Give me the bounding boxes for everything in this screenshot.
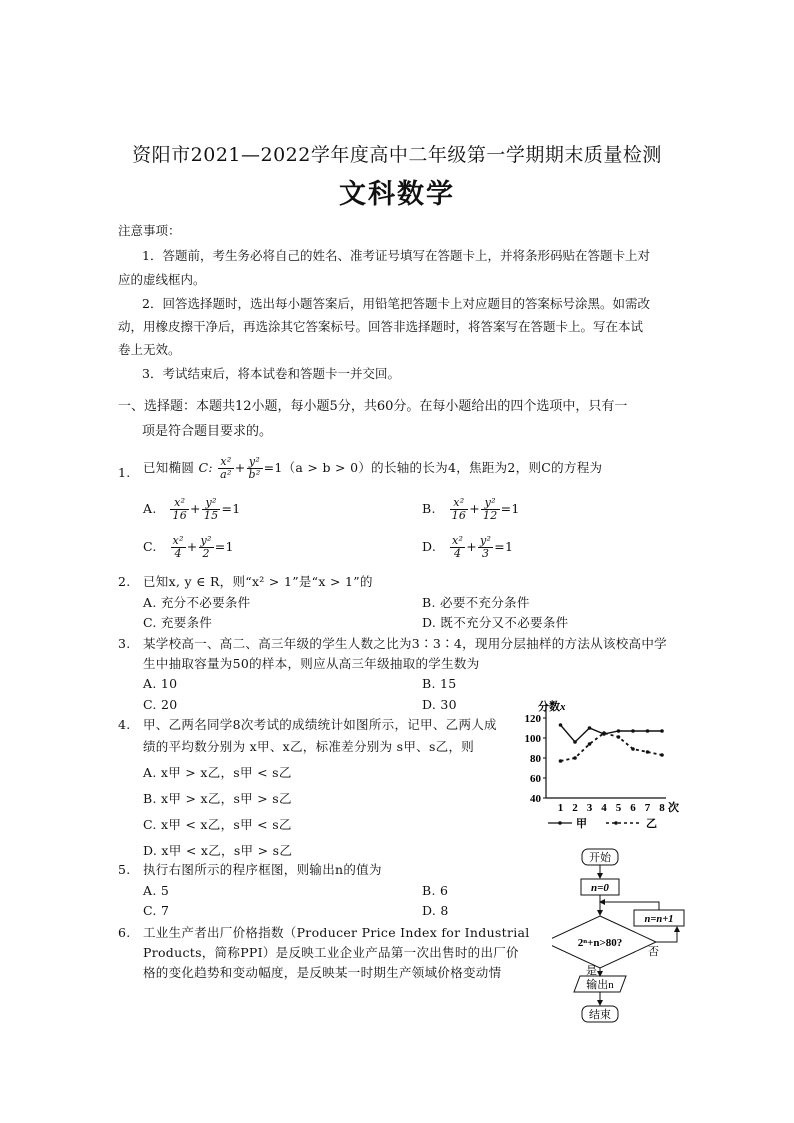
question-3-number: 3. [118,636,131,651]
q2-option-d: D. 既不充分又不必要条件 [422,615,569,630]
q5-option-c: C. 7 [143,903,170,918]
data-point [646,750,650,754]
question-2-number: 2. [118,574,131,589]
q1-frac-y: $\frac{\text{y²}}{\text{b²}}$ [248,455,261,481]
q3-option-d: D. 30 [422,697,457,712]
flow-yes-label: 是 [586,965,597,977]
q1-c: C: [198,460,213,475]
question-1-number: 1. [118,465,131,480]
q1-option-a: A. $\frac{\text{x²}}{16}$ + $\frac{\text{y²}}{15}$ =1 [143,496,241,522]
program-flowchart [552,842,690,1027]
data-point [617,735,621,739]
x-tick-label: 4 [601,802,607,814]
q1-option-c: C. $\frac{\text{x²}}{4}$ + $\frac{\text{y²}}{2}$ =1 [143,534,234,560]
y-tick-label: 40 [530,793,541,805]
y-tick-label: 120 [524,713,541,725]
q1-option-b: B. $\frac{\text{x²}}{16}$ + $\frac{\text{y²}}{12}$ =1 [422,496,520,522]
x-tick-label: 3 [586,802,593,814]
q1-pre: 已知椭圆 [143,460,195,475]
flow-output-label: 输出n [586,979,614,991]
exam-subject: 文科数学 [339,179,455,210]
y-tick-label: 80 [530,753,541,765]
q5-option-d: D. 8 [422,903,449,918]
legend-marker-jia [558,821,562,825]
question-6-line-1: 工业生产者出厂价格指数（Producer Price Index for Industrial [143,925,530,940]
flow-end-label: 结束 [589,1009,611,1021]
question-6-line-3: 格的变化趋势和变动幅度，是反映某一时期生产领域价格变动情 [143,965,502,980]
data-point [660,753,664,757]
flow-no-label: 否 [648,946,659,958]
q4-option-d: D. x甲 < x乙，s甲 > s乙 [143,843,293,858]
q1-frac-x: $\frac{\text{x²}}{\text{a²}}$ [220,455,232,481]
x-tick-label: 8 [659,802,665,814]
flow-condition-label: 2ⁿ+n>80? [577,937,623,949]
question-1-stem: 已知椭圆 C: $\frac{\text{x²}}{\text{a²}}$ + $\frac{\text{y²}}{\text{b²}}$ =1（a > b > 0）的长轴的长为4，焦距为2，则C的方程为 [143,455,603,481]
legend-marker-yi [614,821,618,825]
q1-option-d: D. $\frac{\text{x²}}{4}$ + $\frac{\text{y²}}{3}$ =1 [422,534,514,560]
data-point [573,756,577,760]
data-point [660,729,664,733]
x-tick-label: 2 [572,802,578,814]
notice-line-6: 3．考试结束后，将本试卷和答题卡一并交回。 [142,366,400,381]
legend-label-jia: 甲 [576,818,587,830]
y-axis-label: 分数 [538,701,560,713]
data-point [559,723,563,727]
q2-option-c: C. 充要条件 [143,615,213,630]
q4-option-a: A. x甲 > x乙，s甲 < s乙 [143,765,292,780]
chart-layer [525,700,680,830]
question-4-line-1: 甲、乙两名同学8次考试的成绩统计如图所示，记甲、乙两人成 [143,717,497,732]
q3-option-c: C. 20 [143,697,178,712]
section-heading: 一、选择题：本题共12小题，每小题5分，共60分。在每小题给出的四个选项中，只有一 [118,399,628,414]
notice-line-4: 动，用橡皮擦干净后，再选涂其它答案标号。回答非选择题时，将答案写在答题卡上。写在本试 [118,319,644,334]
section-heading-cont: 项是符合题目要求的。 [142,424,273,439]
question-5-number: 5. [118,862,131,877]
score-line-chart [508,700,688,830]
x-tick-label: 1 [557,802,564,814]
y-tick-label: 60 [530,773,541,785]
flow-init-label: n=0 [591,882,609,894]
series-line-jia [561,725,663,742]
legend-label-yi: 乙 [646,818,657,830]
flow-increment-label: n=n+1 [644,914,674,925]
q2-option-a: A. 充分不必要条件 [143,595,251,610]
data-point [631,747,635,751]
data-point [646,729,650,733]
y-axis-variable: x [560,701,566,713]
question-4-number: 4. [118,717,131,732]
x-tick-label: 5 [615,802,622,814]
question-3-line-1: 某学校高一、高二、高三年级的学生人数之比为3∶3∶4，现用分层抽样的方法从该校高中学 [143,636,667,651]
data-point [588,726,592,730]
q4-option-c: C. x甲 < x乙，s甲 < s乙 [143,817,292,832]
data-point [602,731,606,735]
q4-option-b: B. x甲 > x乙，s甲 > s乙 [143,791,292,806]
q5-option-a: A. 5 [143,883,170,898]
y-tick-label: 100 [524,733,541,745]
notice-line-2: 应的虚线框内。 [118,272,206,287]
x-axis-label: 次 [668,802,679,814]
notice-line-1: 1．答题前，考生务必将自己的姓名、准考证号填写在答题卡上，并将条形码贴在答题卡上对 [142,248,650,263]
q2-option-b: B. 必要不充分条件 [422,595,530,610]
x-tick-label: 6 [630,802,636,814]
x-tick-label: 7 [644,802,651,814]
question-5-stem: 执行右图所示的程序框图，则输出n的值为 [143,862,382,877]
question-4-line-2: 绩的平均数分别为 x甲、x乙，标准差分别为 s甲、s乙，则 [143,739,475,754]
question-6-line-2: Products，简称PPI）是反映工业企业产品第一次出售时的出厂价 [143,945,519,960]
data-point [588,742,592,746]
question-6-number: 6. [118,925,131,940]
exam-title: 资阳市2021—2022学年度高中二年级第一学期期末质量检测 [132,144,662,166]
q1-cond: =1（a > b > 0）的长轴的长为4，焦距为2，则C的方程为 [263,460,603,475]
q5-option-b: B. 6 [422,883,449,898]
question-2-stem: 已知x, y ∈ R，则“x² > 1”是“x > 1”的 [143,574,373,589]
notice-line-3: 2．回答选择题时，选出每小题答案后，用铅笔把答题卡上对应题目的答案标号涂黑。如需改 [142,296,650,311]
notice-heading: 注意事项： [118,223,181,238]
data-point [631,729,635,733]
data-point [617,729,621,733]
question-3-line-2: 生中抽取容量为50的样本，则应从高三年级抽取的学生数为 [143,656,480,671]
q3-option-a: A. 10 [143,676,178,691]
q3-option-b: B. 15 [422,676,457,691]
flow-start-label: 开始 [589,852,611,864]
notice-line-5: 卷上无效。 [118,342,181,357]
data-point [559,759,563,763]
data-point [573,740,577,744]
